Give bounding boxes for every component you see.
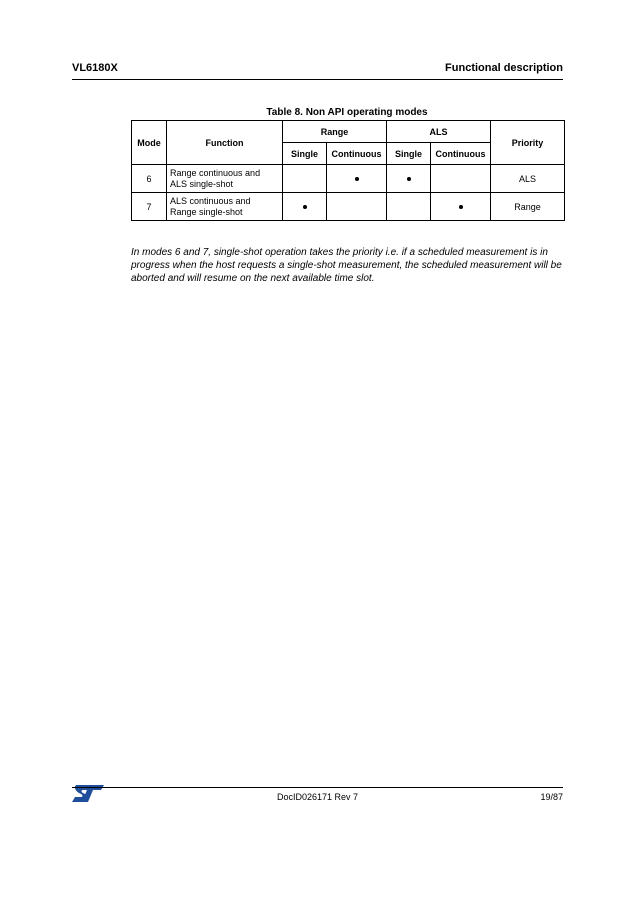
header-divider (72, 79, 563, 80)
bullet-mark (303, 205, 307, 209)
col-header-als: ALS (387, 121, 491, 143)
col-header-function: Function (167, 121, 283, 165)
table-row (132, 193, 565, 221)
cell-mode: 6 (132, 165, 167, 193)
cell-als-single (387, 165, 431, 193)
cell-als-continuous (431, 193, 491, 221)
function-line: ALS continuous and (170, 195, 251, 206)
cell-function (167, 165, 283, 193)
col-header-als-single: Single (387, 143, 431, 165)
cell-priority: Range (491, 193, 565, 221)
cell-als-continuous (431, 165, 491, 193)
page-number: 19/87 (540, 792, 563, 802)
cell-als-single (387, 193, 431, 221)
cell-mode: 7 (132, 193, 167, 221)
note-paragraph: In modes 6 and 7, single-shot operation takes the priority i.e. if a scheduled measurement is in progress when the host requests a single-shot measurement, the scheduled measurement will be aborted and will resume on the next available time slot. (131, 247, 562, 284)
col-header-range-continuous: Continuous (327, 143, 387, 165)
bullet-mark (459, 205, 463, 209)
function-line: Range single-shot (170, 206, 243, 217)
doc-id: DocID026171 Rev 7 (276, 792, 359, 802)
function-line: ALS single-shot (170, 178, 234, 189)
col-header-als-continuous: Continuous (431, 143, 491, 165)
document-title: VL6180X (72, 62, 118, 74)
section-title: Functional description (445, 62, 563, 74)
col-header-range: Range (283, 121, 387, 143)
table-row (132, 165, 565, 193)
cell-range-single (283, 165, 327, 193)
cell-function (167, 193, 283, 221)
table-caption: Table 8. Non API operating modes (266, 107, 428, 118)
cell-priority: ALS (491, 165, 565, 193)
footer-divider (72, 787, 563, 788)
col-header-priority: Priority (491, 121, 565, 165)
col-header-mode: Mode (132, 121, 167, 165)
function-line: Range continuous and (170, 167, 261, 178)
operating-modes-table (131, 120, 565, 221)
cell-range-continuous (327, 193, 387, 221)
bullet-mark (355, 177, 359, 181)
bullet-mark (407, 177, 411, 181)
cell-range-continuous (327, 165, 387, 193)
col-header-range-single: Single (283, 143, 327, 165)
cell-range-single (283, 193, 327, 221)
